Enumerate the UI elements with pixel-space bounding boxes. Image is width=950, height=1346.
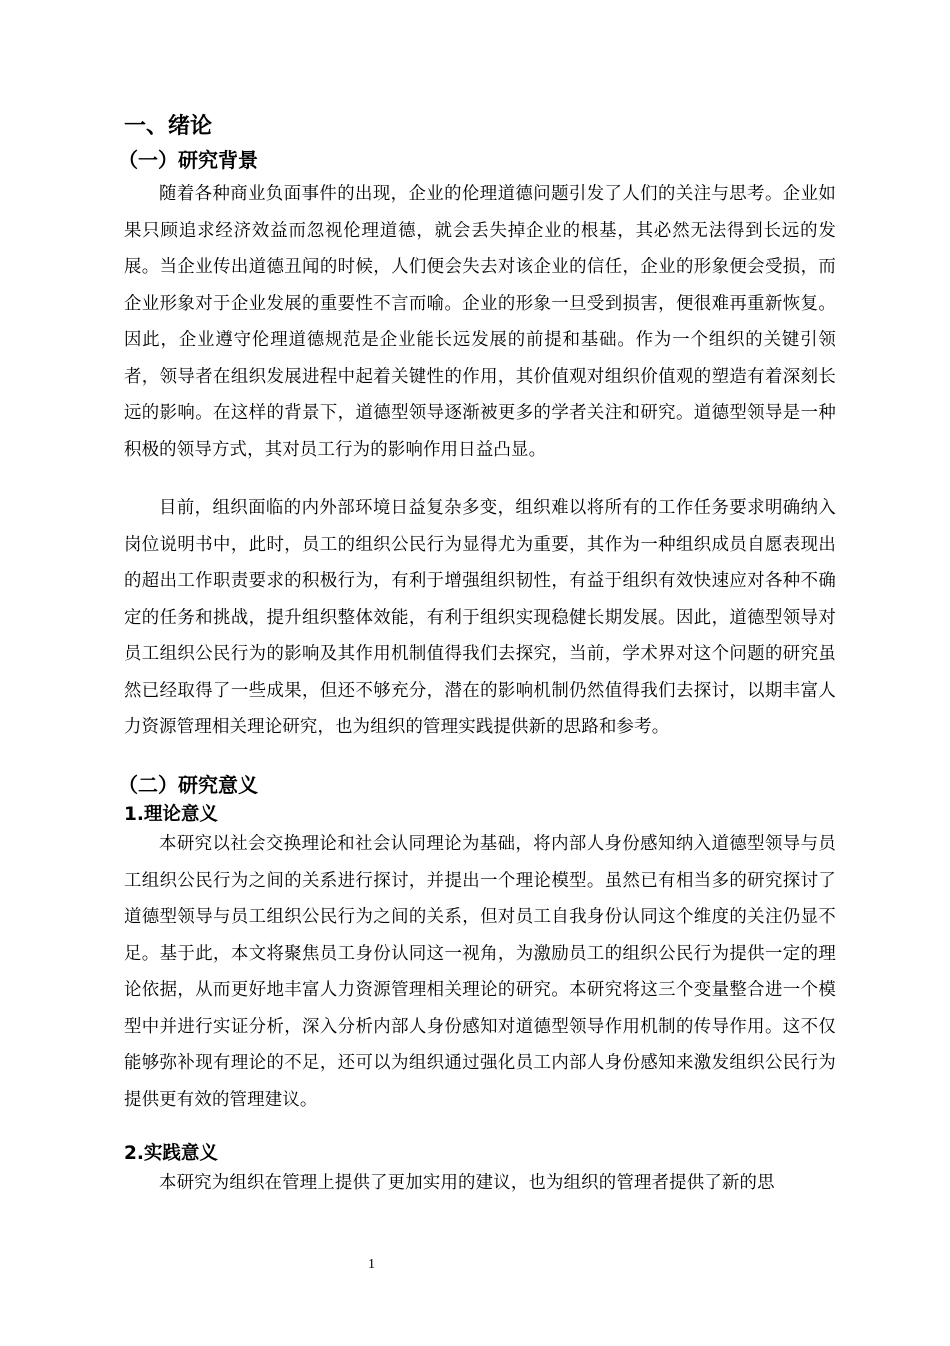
chapter-heading: 一、绪论: [124, 114, 213, 139]
page-number: 1: [368, 1257, 375, 1272]
paragraph-background-1: 随着各种商业负面事件的出现，企业的伦理道德问题引发了人们的关注与思考。企业如果只顾追求经济效益而忽视伦理道德，就会丢失掉企业的根基，其必然无法得到长远的发展。当企业传出道德丑闻的时候，人们便会失去对该企业的信任，企业的形象便会受损，而企业形象对于企业发展的重要性不言而喻。企业的形象一旦受到损害，便很难再重新恢复。因此，企业遵守伦理道德规范是企业能长远发展的前提和基础。作为一个组织的关键引领者，领导者在组织发展进程中起着关键性的作用，其价值观对组织价值观的塑造有着深刻长远的影响。在这样的背景下，道德型领导逐渐被更多的学者关注和研究。道德型领导是一种积极的领导方式，其对员工行为的影响作用日益凸显。: [124, 184, 836, 460]
section-heading-background: （一）研究背景: [118, 148, 258, 172]
paragraph-theory: 本研究以社会交换理论和社会认同理论为基础，将内部人身份感知纳入道德型领导与员工组织公民行为之间的关系进行探讨，并提出一个理论模型。虽然已有相当多的研究探讨了道德型领导与员工组织公民行为之间的关系，但对员工自我身份认同这个维度的关注仍显不足。基于此，本文将聚焦员工身份认同这一视角，为激励员工的组织公民行为提供一定的理论依据，从而更好地丰富人力资源管理相关理论的研究。本研究将这三个变量整合进一个模型中并进行实证分析，深入分析内部人身份感知对道德型领导作用机制的传导作用。这不仅能够弥补现有理论的不足，还可以为组织通过强化员工内部人身份感知来激发组织公民行为提供更有效的管理建议。: [124, 834, 836, 1110]
section-heading-significance: （二）研究意义: [118, 773, 258, 797]
paragraph-practice: 本研究为组织在管理上提供了更加实用的建议，也为组织的管理者提供了新的思: [159, 1173, 775, 1193]
subsection-heading-practice: 2.实践意义: [124, 1143, 218, 1164]
subsection-heading-theory: 1.理论意义: [124, 804, 218, 825]
paragraph-background-2: 目前，组织面临的内外部环境日益复杂多变，组织难以将所有的工作任务要求明确纳入岗位说明书中，此时，员工的组织公民行为显得尤为重要，其作为一种组织成员自愿表现出的超出工作职责要求的积极行为，有利于增强组织韧性，有益于组织有效快速应对各种不确定的任务和挑战，提升组织整体效能，有利于组织实现稳健长期发展。因此，道德型领导对员工组织公民行为的影响及其作用机制值得我们去探究，当前，学术界对这个问题的研究虽然已经取得了一些成果，但还不够充分，潜在的影响机制仍然值得我们去探讨，以期丰富人力资源管理相关理论研究，也为组织的管理实践提供新的思路和参考。: [124, 498, 836, 737]
